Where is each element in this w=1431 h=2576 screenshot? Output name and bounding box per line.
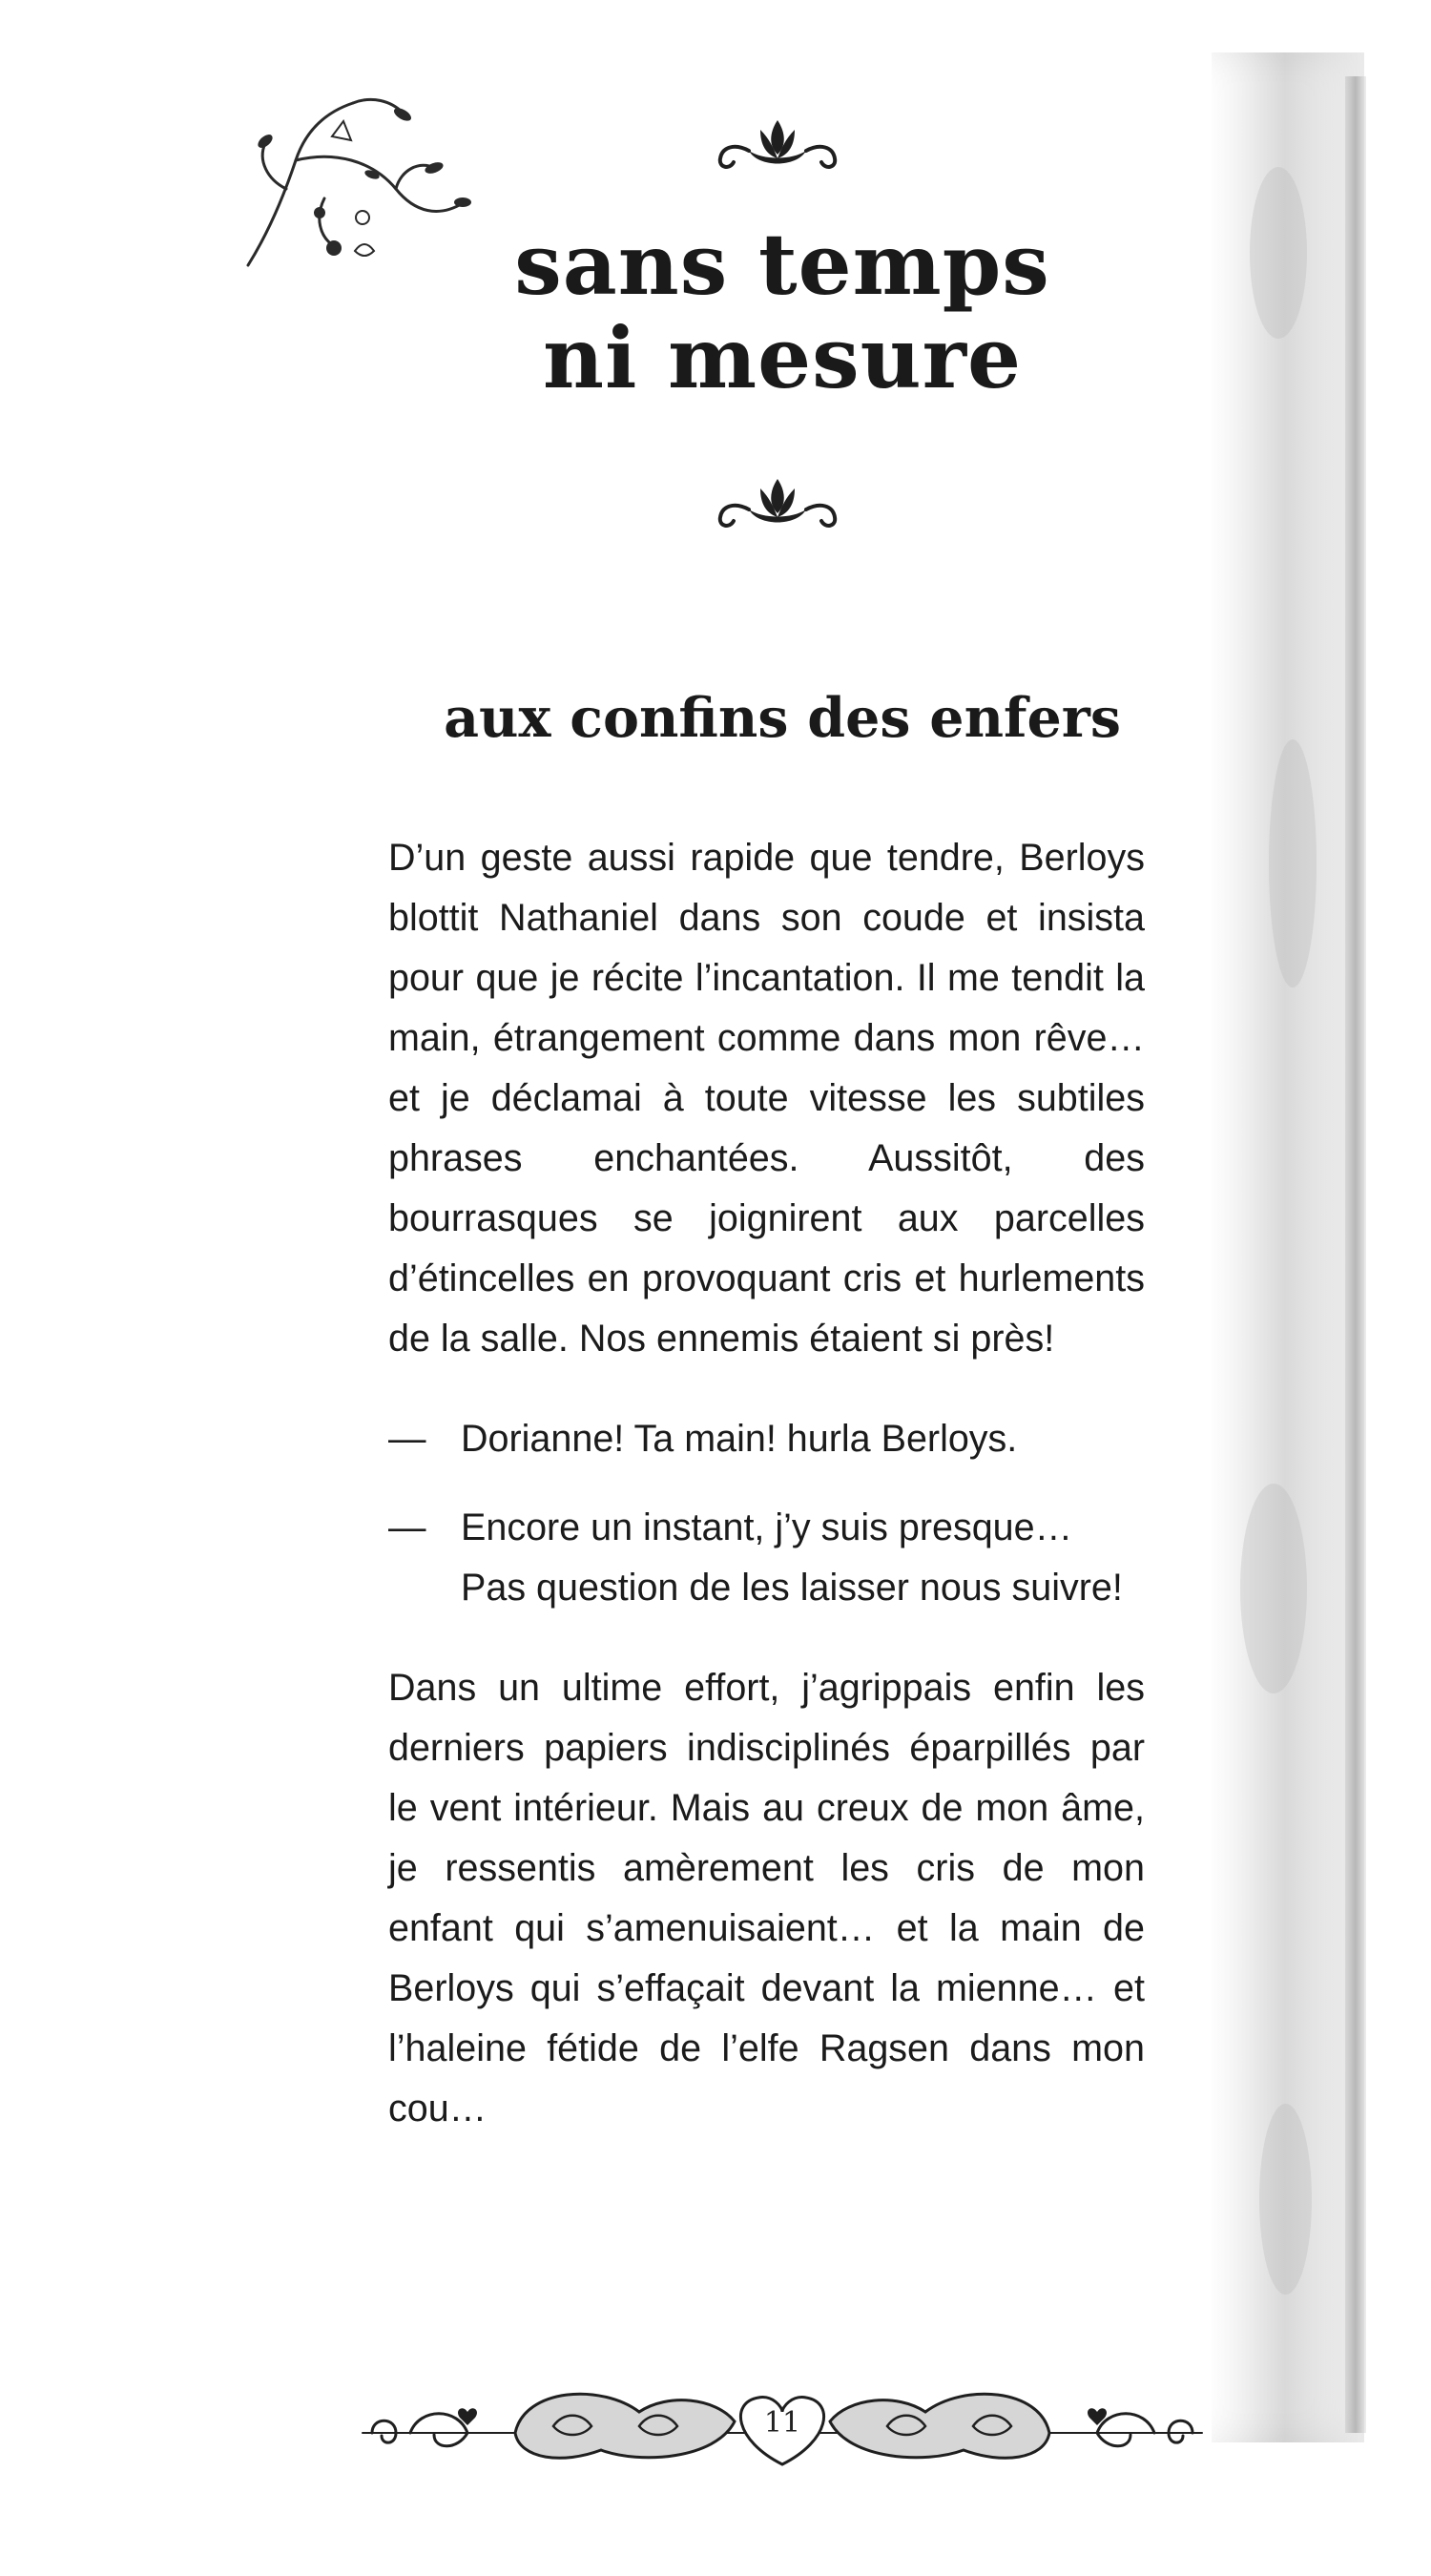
fleuron-icon	[711, 113, 844, 176]
paragraph: Dans un ultime effort, j’agrippais enfin les derniers papiers indisciplinés éparpillés par le vent intérieur. Mais au creux de mon âme, je ressentis amèrement les cris de mon enfant qui s’amenuisaient… et la main de Berloys qui s’effaçait devant la mienne… et l’haleine fétide de l’elfe Ragsen dans mon cou…	[388, 1667, 1145, 2129]
em-dash: —	[388, 1506, 426, 1548]
chapter-title-line1: sans temps	[514, 215, 1050, 314]
parchment-stain	[1240, 1484, 1307, 1693]
paragraph: D’un geste aussi rapide que tendre, Berloys blottit Nathaniel dans son coude et insista pour que je récite l’incantation. Il me tendit la main, étrangement comme dans mon rêve… et je déclamai à toute vitesse les subtiles phrases enchantées. Aussitôt, des bourrasques se joignirent aux parcelles d’étincelles en provoquant cris et hurlements de la salle. Nos ennemis étaient si près!	[388, 837, 1145, 1360]
page-number: 11	[763, 2406, 801, 2440]
body-text	[388, 828, 1145, 2139]
chapter-title-line2: ni mesure	[542, 308, 1023, 407]
parchment-stain	[1250, 167, 1307, 339]
dialogue-line	[388, 1409, 1145, 1469]
fleuron-icon	[711, 471, 844, 534]
section-subtitle: aux confins des enfers	[444, 686, 1121, 750]
parchment-edge	[1345, 76, 1366, 2433]
em-dash: —	[388, 1418, 426, 1460]
parchment-strip	[1212, 52, 1364, 2442]
dialogue-text: Encore un instant, j’y suis presque… Pas question de les laisser nous suivre!	[461, 1506, 1123, 1609]
dialogue-text: Dorianne! Ta main! hurla Berloys.	[461, 1418, 1018, 1460]
chapter-title	[420, 215, 1145, 407]
dialogue-line	[388, 1498, 1145, 1618]
parchment-stain	[1269, 739, 1317, 987]
parchment-stain	[1259, 2104, 1312, 2295]
